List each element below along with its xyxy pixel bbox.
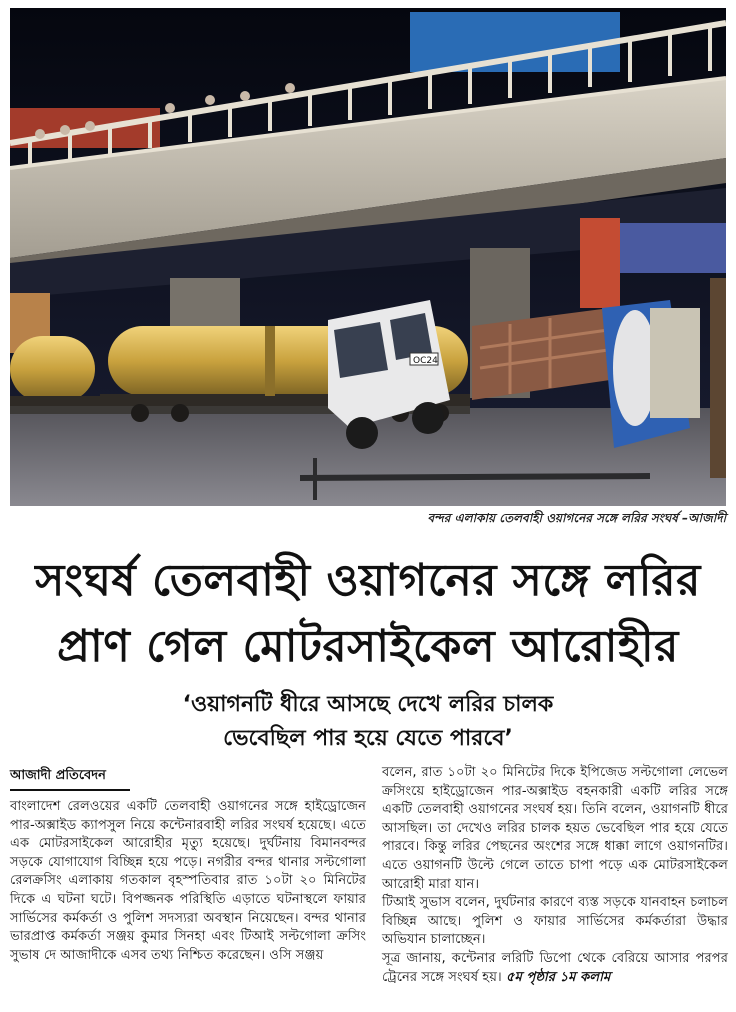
capsule-container [602,300,700,448]
photo-caption: বন্দর এলাকায় তেলবাহী ওয়াগনের সঙ্গে লরির সংঘর্ষ –আজাদী [427,511,726,525]
headline-line-1: সংঘর্ষ তেলবাহী ওয়াগনের সঙ্গে লরির [35,555,701,606]
subheadline-line-1: ‘ওয়াগনটি ধীরে আসছে দেখে লরির চালক [182,692,554,717]
article-paragraph: টিআই সুভাস বলেন, দুর্ঘটনার কারণে ব্যস্ত সড়কে যানবাহন চলাচল বিচ্ছিন্ন আছে। পুলিশ ও ফায়ার সার্ভিসের কর্মকর্তারা উদ্ধার অভিযান চালাচ্ছেন। [382,895,728,948]
subheadline-line-2: ভেবেছিল পার হয়ে যেতে পারবে’ [223,726,513,751]
headline-line-2: প্রাণ গেল মোটরসাইকেল আরোহীর [57,621,679,672]
article-paragraph-last [382,950,728,987]
truck-plate: OC24 [413,356,438,366]
subheadline [0,688,736,756]
article-paragraph: বাংলাদেশ রেলওয়ের একটি তেলবাহী ওয়াগনের সঙ্গে হাইড্রোজেন পার-অক্সাইড ক্যাপসুল নিয়ে কন্টেনারবাহী লরির সংঘর্ষ হয়েছে। এতে এক মোটরসাইকেল আরোহীর মৃত্যু হয়েছে। দুর্ঘটনায় বিমানবন্দর সড়কে যোগাযোগ বিচ্ছিন্ন হয়ে পড়ে। নগরীর বন্দর থানার সল্টগোলা রেলক্রসিং এলাকায় গতকাল বৃহস্পতিবার রাত ১০টা ২০ মিনিটের দিকে এ ঘটনা ঘটে। বিপজ্জনক পরিস্থিতি এড়াতে ঘটনাস্থলে ফায়ার সার্ভিসের কর্মকর্তা ও পুলিশ সদস্যরা অবস্থান নিয়েছেন। বন্দর থানার ভারপ্রাপ্ত কর্মকর্তা সঞ্জয় কুমার সিনহা এবং টিআই সল্টগোলা ক্রসিং সুভাষ দে আজাদীকে এসব তথ্য নিশ্চিত করেছেন। ওসি সঞ্জয় [10,799,366,963]
article-column-right [382,764,728,987]
article-paragraph: বলেন, রাত ১০টা ২০ মিনিটের দিকে ইপিজেড সল্টগোলা লেভেল ক্রসিংয়ে হাইড্রোজেন পার-অক্সাইড বহনকারী একটি লরির সঙ্গে একটি তেলবাহী ওয়াগনের সংঘর্ষ হয়। তিনি বলেন, ওয়াগনটি ধীরে আসছিল। তা দেখেও লরির চালক হয়ত ভেবেছিল পার হয়ে যেতে পারবে। কিন্তু লরির পেছনের অংশের সঙ্গে ধাক্কা লাগে ওয়াগনটির। এতে ওয়াগনটি উল্টে গেলে তাতে চাপা পড়ে এক মোটরসাইকেল আরোহী মারা যান। [382,765,728,892]
accident-scene-illustration [10,8,726,506]
news-photo [10,8,726,506]
continued-link[interactable]: ৫ম পৃষ্ঠার ১ম কলাম [505,969,611,985]
headline [0,548,736,680]
byline: আজাদী প্রতিবেদন [10,766,130,791]
article-text: সূত্র জানায়, কন্টেনার লরিটি ডিপো থেকে বেরিয়ে আসার পরপর ট্রেনের সঙ্গে সংঘর্ষ হয়। [382,950,728,985]
article-column-left [10,798,366,965]
